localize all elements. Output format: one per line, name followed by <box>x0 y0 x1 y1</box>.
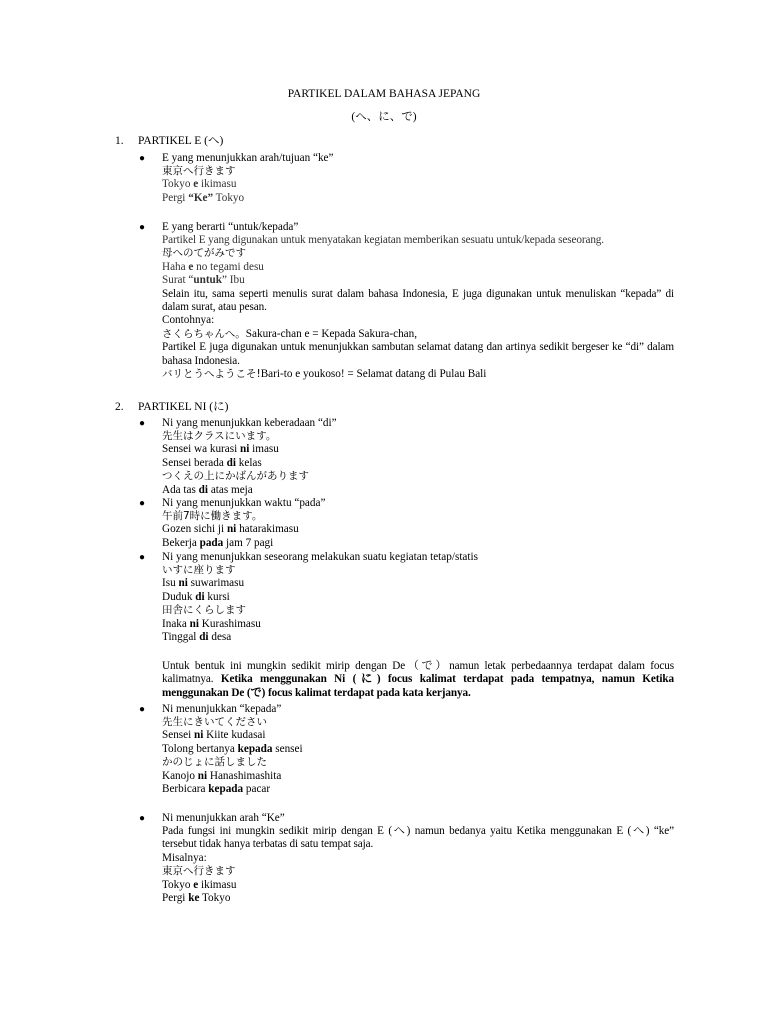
section-title: PARTIKEL E (へ) <box>138 135 224 147</box>
description: Pada fungsi ini mungkin sedikit mirip dengan E (へ) namun bedanya yaitu Ketika menggunakan E (へ) “ke” tersebut tidak hanya terbatas di satu tempat saja. <box>162 825 674 851</box>
japanese-line: つくえの上にかばんがあります <box>162 470 309 483</box>
japanese-line: かのじょに話しました <box>162 756 267 769</box>
japanese-line: 東京へ行きます <box>162 865 236 878</box>
romaji-line: Kanojo ni Hanashimashita <box>162 769 282 782</box>
romaji-line: Sensei wa kurasi ni imasu <box>162 443 279 456</box>
bullet-body <box>162 825 674 905</box>
paragraph: Partikel E juga digunakan untuk menunjukkan sambutan selamat datang dan artinya sedikit bergeser ke “di” dalam bahasa Indonesia. <box>162 341 674 367</box>
translation-line: Surat “untuk” Ibu <box>162 274 245 287</box>
japanese-line: 田舎にくらします <box>162 604 246 617</box>
bullet-icon: ● <box>139 153 146 164</box>
translation-line: Bekerja pada jam 7 pagi <box>162 536 274 549</box>
note-text: Untuk bentuk ini mungkin sedikit mirip dengan De（で）namun letak perbedaannya terdapat dalam focus kalimatnya. <box>162 660 674 686</box>
bullet-heading: Ni yang menunjukkan keberadaan “di” <box>162 417 337 429</box>
japanese-line: いすに座ります <box>162 564 236 576</box>
romaji-line: Gozen sichi ji ni hatarakimasu <box>162 523 299 536</box>
romaji-line: Sensei ni Kiite kudasai <box>162 729 266 742</box>
translation-line: Tinggal di desa <box>162 631 232 644</box>
romaji-line: Tokyo e ikimasu <box>162 878 237 891</box>
romaji-line: Tokyo e ikimasu <box>162 178 237 191</box>
japanese-line: 先生にきいてください <box>162 716 267 728</box>
example-label: Contohnya: <box>162 314 215 327</box>
bullet-heading: Ni yang menunjukkan seseorang melakukan suatu kegiatan tetap/statis <box>162 551 478 563</box>
bullet-icon: ● <box>139 813 146 824</box>
bullet-item <box>139 497 675 510</box>
bullet-heading: Ni menunjukkan “kepada” <box>162 703 282 715</box>
bullet-heading: Ni yang menunjukkan waktu “pada” <box>162 497 326 509</box>
bullet-item <box>139 417 675 430</box>
note-paragraph <box>162 660 674 700</box>
japanese-line: 東京へ行きます <box>162 165 236 177</box>
japanese-line: 母へのてがみです <box>162 247 246 260</box>
japanese-line: 先生はクラスにいます。 <box>162 430 277 442</box>
example-line: さくらちゃんへ。Sakura-chan e = Kepada Sakura-chan, <box>162 327 418 340</box>
bullet-body <box>162 165 674 205</box>
example-label: Misalnya: <box>162 851 207 864</box>
translation-line: Duduk di kursi <box>162 590 230 603</box>
bullet-item <box>139 812 675 825</box>
note-emphasis: Ketika menggunakan Ni (に) focus kalimat terdapat pada tempatnya, namun Ketika menggunakan De (で) focus kalimat terdapat pada kata kerjanya. <box>162 673 674 699</box>
japanese-line: 午前7時に働きます。 <box>162 510 263 522</box>
translation-line: Sensei berada di kelas <box>162 456 262 469</box>
translation-line: Ada tas di atas meja <box>162 483 253 496</box>
romaji-line: Inaka ni Kurashimasu <box>162 617 261 630</box>
paragraph: Selain itu, sama seperti menulis surat dalam bahasa Indonesia, E juga digunakan untuk menuliskan “kepada” di dalam surat, atau pesan. <box>162 287 674 314</box>
document-title: PARTIKEL DALAM BAHASA JEPANG <box>287 88 481 100</box>
section-1-heading <box>115 135 223 148</box>
section-number: 1. <box>115 135 124 147</box>
example-line: バリとうへようこそ!Bari-to e youkoso! = Selamat datang di Pulau Bali <box>162 368 487 381</box>
bullet-item <box>139 221 675 234</box>
bullet-icon: ● <box>139 418 146 429</box>
bullet-heading: Ni menunjukkan arah “Ke” <box>162 812 285 824</box>
translation-line: Tolong bertanya kepada sensei <box>162 742 303 755</box>
bullet-heading: E yang berarti “untuk/kepada” <box>162 221 299 233</box>
document-subtitle: (へ、に、で) <box>351 111 417 123</box>
bullet-body <box>162 234 674 381</box>
bullet-icon: ● <box>139 704 146 715</box>
bullet-icon: ● <box>139 552 146 563</box>
description: Partikel E yang digunakan untuk menyatakan kegiatan memberikan sesuatu untuk/kepada seseorang. <box>162 234 605 246</box>
romaji-line: Haha e no tegami desu <box>162 260 264 273</box>
translation-line: Berbicara kepada pacar <box>162 783 271 796</box>
bullet-icon: ● <box>139 222 146 233</box>
bullet-body <box>162 564 674 644</box>
section-title: PARTIKEL NI (に) <box>138 401 229 413</box>
section-number: 2. <box>115 401 124 413</box>
bullet-body <box>162 716 674 796</box>
translation-line: Pergi “Ke” Tokyo <box>162 191 245 204</box>
bullet-item <box>139 703 675 716</box>
bullet-heading: E yang menunjukkan arah/tujuan “ke” <box>162 152 334 164</box>
bullet-item <box>139 152 675 165</box>
translation-line: Pergi ke Tokyo <box>162 892 231 905</box>
bullet-body <box>162 430 674 497</box>
bullet-item <box>139 551 675 564</box>
bullet-body <box>162 510 674 550</box>
section-2-heading <box>115 401 228 414</box>
bullet-icon: ● <box>139 498 146 509</box>
romaji-line: Isu ni suwarimasu <box>162 577 245 590</box>
